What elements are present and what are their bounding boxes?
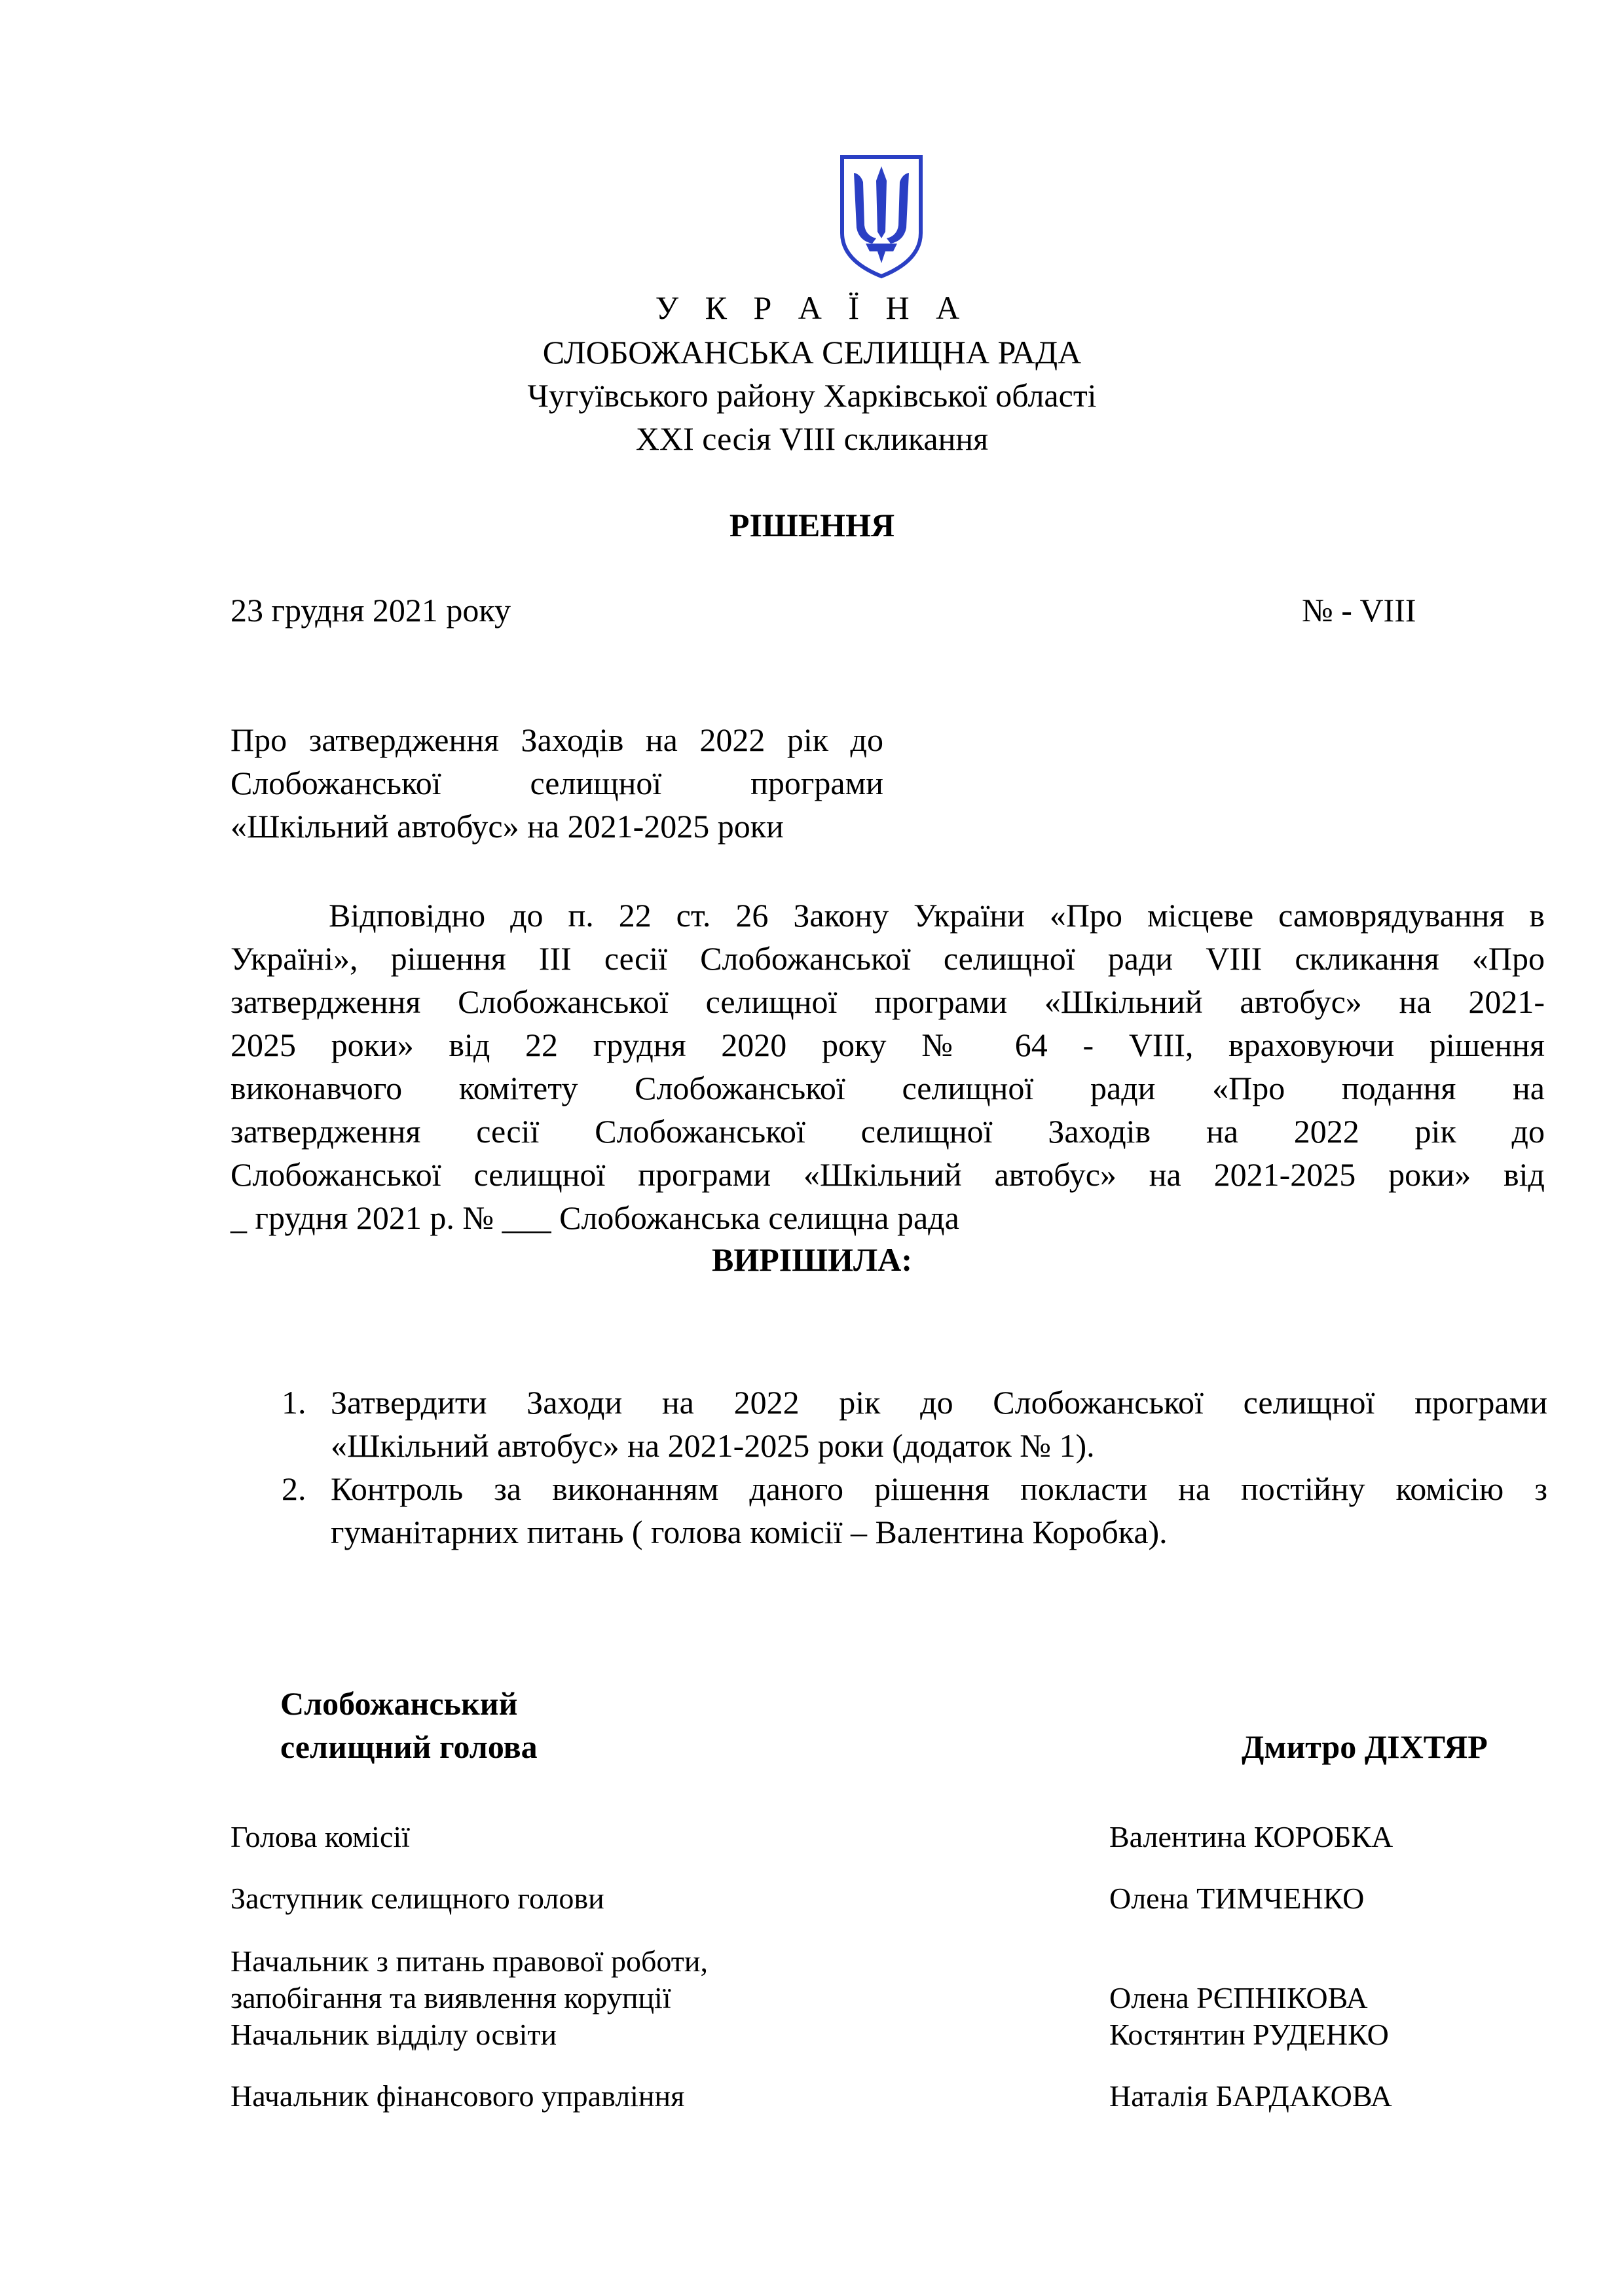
decision-number: № - VIII [1302,592,1416,629]
approval-name: Наталія БАРДАКОВА [1109,2079,1392,2113]
signature-title: селищний голова [280,1728,538,1765]
approval-position: Голова комісії [231,1820,410,1853]
approval-name: Олена ТИМЧЕНКО [1109,1882,1365,1915]
signature-name: Дмитро ДІХТЯР [1242,1728,1488,1765]
signature-title: Слобожанський [280,1685,518,1722]
list-item-line: Контроль за виконанням даного рішення покласти на постійну комісію з [331,1470,1547,1507]
approval-position: Начальник з питань правової роботи, [231,1944,708,1978]
subject-line: Слобожанської селищної програми [231,765,883,801]
header-session: XXI сесія VIII скликання [635,420,989,457]
body-line: Слобожанської селищної програми «Шкільний автобус» на 2021-2025 роки» від [231,1156,1545,1193]
decision-date: 23 грудня 2021 року [231,592,511,629]
header-district: Чугуївського району Харківської області [527,377,1097,414]
body-line: _ грудня 2021 р. № ___ Слобожанська селищна рада [231,1199,959,1236]
coat-of-arms-emblem [840,155,923,279]
approval-position: Начальник фінансового управління [231,2079,685,2113]
header-country: У К Р А Ї Н А [655,289,969,326]
header-council: СЛОБОЖАНСЬКА СЕЛИЩНА РАДА [542,334,1082,371]
body-line: Відповідно до п. 22 ст. 26 Закону України «Про місцеве самоврядування в [329,897,1545,934]
approval-position: Заступник селищного голови [231,1882,604,1915]
list-item-number: 1. [282,1384,306,1421]
list-item-line: Затвердити Заходи на 2022 рік до Слобожанської селищної програми [331,1384,1547,1421]
list-item-line: «Шкільний автобус» на 2021-2025 роки (додаток № 1). [331,1427,1095,1464]
body-line: Україні», рішення ІІІ сесії Слобожанської селищної ради VIIІ скликання «Про [231,940,1545,977]
list-item-number: 2. [282,1470,306,1507]
body-line: затвердження Слобожанської селищної програми «Шкільний автобус» на 2021- [231,983,1545,1020]
document-type-title: РІШЕННЯ [729,507,895,543]
approval-position: запобігання та виявлення корупції [231,1981,671,2014]
list-item-line: гуманітарних питань ( голова комісії – Валентина Коробка). [331,1514,1168,1550]
body-line: затвердження сесії Слобожанської селищної Заходів на 2022 рік до [231,1113,1545,1150]
body-line: 2025 роки» від 22 грудня 2020 року № 64 - VIII, враховуючи рішення [231,1027,1545,1063]
approval-name: Олена РЄПНІКОВА [1109,1981,1368,2014]
subject-line: Про затвердження Заходів на 2022 рік до [231,721,883,758]
approval-name: Валентина КОРОБКА [1109,1820,1393,1853]
approval-position: Начальник відділу освіти [231,2018,557,2051]
subject-line: «Шкільний автобус» на 2021-2025 роки [231,808,784,845]
decided-heading: ВИРІШИЛА: [711,1241,913,1278]
approval-name: Костянтин РУДЕНКО [1109,2018,1389,2051]
body-line: виконавчого комітету Слобожанської селищної ради «Про подання на [231,1070,1545,1106]
